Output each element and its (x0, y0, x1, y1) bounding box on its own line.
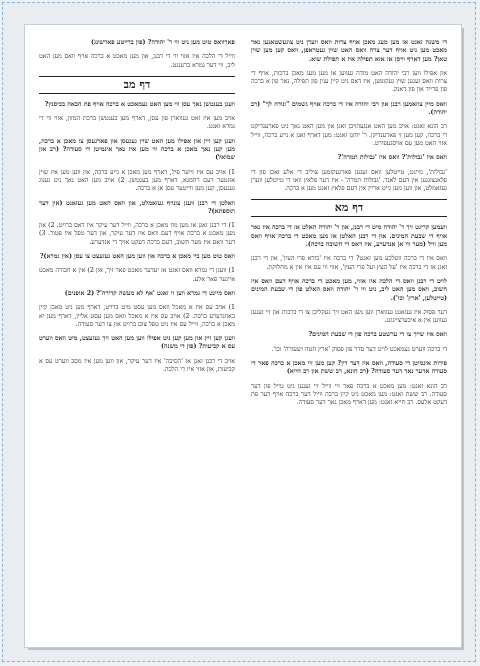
question-paragraph: וואס איז שייך צו די ערשטע ברכה פון די שבעת המינים? (308, 331, 447, 339)
answer-paragraph: ווייל די הלכה איז אזוי ווי די רבנן, און מען מאכט א ברכה אויף וואס מען האט ליב, ווי דער גמרא ברענגט. (39, 53, 235, 69)
answer-paragraph: רב הונא זאגט: מען מאכט א ברכה פאר זיי ווייל זיי זענען ניט טייל פון דער סעודה. רב ששת זאגט: מען מאכט ניט קיין ברכה ווייל דער ברכה אויף דער פת דעקט אלעס. רב חייא זאגט: מען דארף מאכן נאך דער סעודה. (251, 382, 447, 407)
question-paragraph: לויט די רבנן וואס די הלכה איז אזוי, מען מאכט די ברכה אויף דעם וואס איז חשוב, וואס מען האט ליב, ניט ווי ר' יהודה וואס האלט פון די שבעת המינים (טייטלען, 'ארץ' וכו'). (251, 277, 447, 302)
answer-paragraph: די ברכה ווערט געמאכט לויט דער סדר פון פסוק 'ארץ חטה ושעורה' וכו'. (271, 345, 447, 353)
daf-heading-mem-beis: דף מב (39, 76, 235, 94)
answer-paragraph: דער פסוק איז געזאגט געווארן ווען מען האט זיך געקליבן צו די ברכות און זיי זענען געווען אין א איבערצייגונג. (251, 308, 447, 325)
answer-paragraph: 1) אויב עס איז זייער פיל, דארף מען מאכן א נייע ברכה, און ווען מען איז שוין אונטער דעם רחמנא, דארף מען בענטשן. 2) אויב מען האט נאך ניט גענוג געגעסן, קען מען ווייטער עסן אן א ברכה. (39, 168, 236, 193)
answer-paragraph: אויב מען איז זאט געווארן פון עסן, דארף מען בענטשן ברכת המזון, אזוי ווי די גמרא זאגט. (39, 115, 235, 131)
answer-paragraph: אויב די רבנן זאגן אז 'הסיבה' איז דער עיקר, און ווען מען איז מסב ווערט עס א קביעות, און אזוי איז די הלכה. (39, 357, 235, 374)
answer-paragraph: 1) אויב עס איז א מאכל וואס מען עסט מיט ברויט, דארף מען ניט מאכן קיין באזונדערע ברכה. 2) אויב עס איז א מאכל וואס מען עסט אליין, דארף מען יא מאכן א ברכה, ווייל עס איז ניט טפל צום ברויט און צו דער סעודה. (39, 304, 236, 328)
page-frame (2, 2, 476, 662)
answer-paragraph: 1) וועגן די גמרא וואס זאגט אז יעדער מאכט פאר זיך, און 2) אין א חבורה מאכט איינער פאר אלע. (39, 267, 235, 283)
question-paragraph: פארוואס טוט מען ניט ווי ר' יהודה? (פון ברייטע פארשונג) (90, 39, 235, 46)
daf-heading-mem-alef: דף מא (251, 199, 447, 217)
right-column-top (251, 39, 447, 193)
left-column (39, 39, 235, 637)
question-paragraph: וועגן קען זיין און אפילו מען האט שוין געגעסן און פארגעסן צו מאכן א ברכה, מען קען נאך מאכן א ברכה ווי מען איז נאך אינמיטן די סעודה? (רב און שמואל) (39, 137, 235, 162)
answer-paragraph: רב הונא זאגט: אויב מען האט אנגעהויבן זאגן און מען האט נאך ניט פארענדיקט די ברכה, קען מען זי פארענדיקן. ר' יוחנן זאגט: מען דארף זאגן א נייע ברכה, ווייל אזוי האט מען עס אויסגעפירט. (251, 123, 447, 147)
answer-paragraph: 1) די רבנן זאגן אז מען מוז מאכן א ברכה, ווייל דער עיקר איז דאס ברויט. 2) און מען מאכט א ברכה אויף דעם וואס איז דער עיקר, און דער טפל איז פטור. 3) דער וואס איז מער חשוב, דעם ברכה דעקט אויך די אנדערע. (39, 222, 236, 246)
question-paragraph: וועגן בענטשן נאך עסן ווי מען האט געמאכט א ברכה אויף פת הבאה בכיסנין? (44, 100, 235, 108)
question-paragraph: וואס מיין צוזאמען רבנן און רבי יהודה איז די ברכה אויף גשמים "ונודה לך" (רב יהודה). (251, 100, 447, 117)
left-column-bottom (39, 101, 235, 374)
question-paragraph: וואס איז 'גבולות'? וואס איז 'גבולות תמרה'? (337, 154, 447, 162)
answer-paragraph: וואס איז די ברכה וועלכע מען זאגט? די ברכה איז 'בורא פרי העץ', און די רבנן זאגן אז די ברכה איז 'על העץ ועל פרי העץ', אזוי ווי עס איז אין א מחלוקת. (251, 255, 447, 271)
right-column (251, 39, 447, 637)
question-paragraph: די משנה זאגט אז מען מעג מאכן אויף צרות וואס ווערן ניט צוגעשטאנען נאר מאכט מען ניט אויף דער צרה וואס האט שוין געטראפן, וואס קען מען שוין טאן? מען דארף וויסן אז אזא תפילה איז א תפילת שוא. (251, 39, 447, 63)
document-page (25, 25, 461, 647)
question-paragraph: פירות אינמיטן די סעודה, וואס איז דער דין? קען מען זיי מאכן א ברכה פאר די סעודה אדער נאך דער סעודה? (רב הונא, רב ששת און רב חייא) (251, 360, 447, 376)
question-paragraph: וואס מיינט די גמרא ווען זי זאגט 'אף לא מעשה קדירה'? (2 אופנים) (64, 289, 235, 297)
left-column-top (39, 39, 235, 70)
question-paragraph: וועמען קריגט זיך ר' יהודה מיט די רבנן, און ר' יהודה האלט אז די ברכה איז נאר אויף די שבעת המינים. און די רבנן האלטן אז מען מאכט די ברכה אויף וואס מען וויל (מער ווי אן אנדערע, איז דאס די חשובה ברכה). (251, 224, 447, 249)
answer-paragraph: און אפילו ווען רבי יהודה האט מודה געווען אז מען מעג מאכן ברכות, אויף די צרות וואס זענען שוין געקומען, איז דאס ניט קיין ענין פון תפילה, נאר פון א ברכה פון פרייד און פון דאנק. (251, 69, 447, 94)
question-paragraph: וועגן קען זיין און מען קען ניט אפילו ווען מען האט זיך געזעצט, מיט וואס ווערט עס א קביעות? (פון די משנה) (39, 335, 235, 351)
question-paragraph: וואלטן די רבנן וועגן צונויף געזאמלט, און וואס האט מען געזאגט (אין דער תוספתא)? (39, 199, 235, 215)
answer-paragraph: 'גבולות', מיינט, טייטלען וואס זענען פארגעקומען צוליב די אלע זאכן פון די פלאנצונגען אין דעם לאנד. 'גבולות תמרה' - איז דער פלאץ וואו די טייטלען ווערן געזאמלט, און ווען מען גייט אריין אין דעם פלאץ זאגט מען א ברכה. (251, 168, 447, 193)
question-paragraph: וואס טוט מען ביי מאכן א ברכה און ווען מען האט געזעצט צו עסן (אין גמרא)? (39, 253, 235, 261)
right-column-bottom (251, 224, 447, 407)
